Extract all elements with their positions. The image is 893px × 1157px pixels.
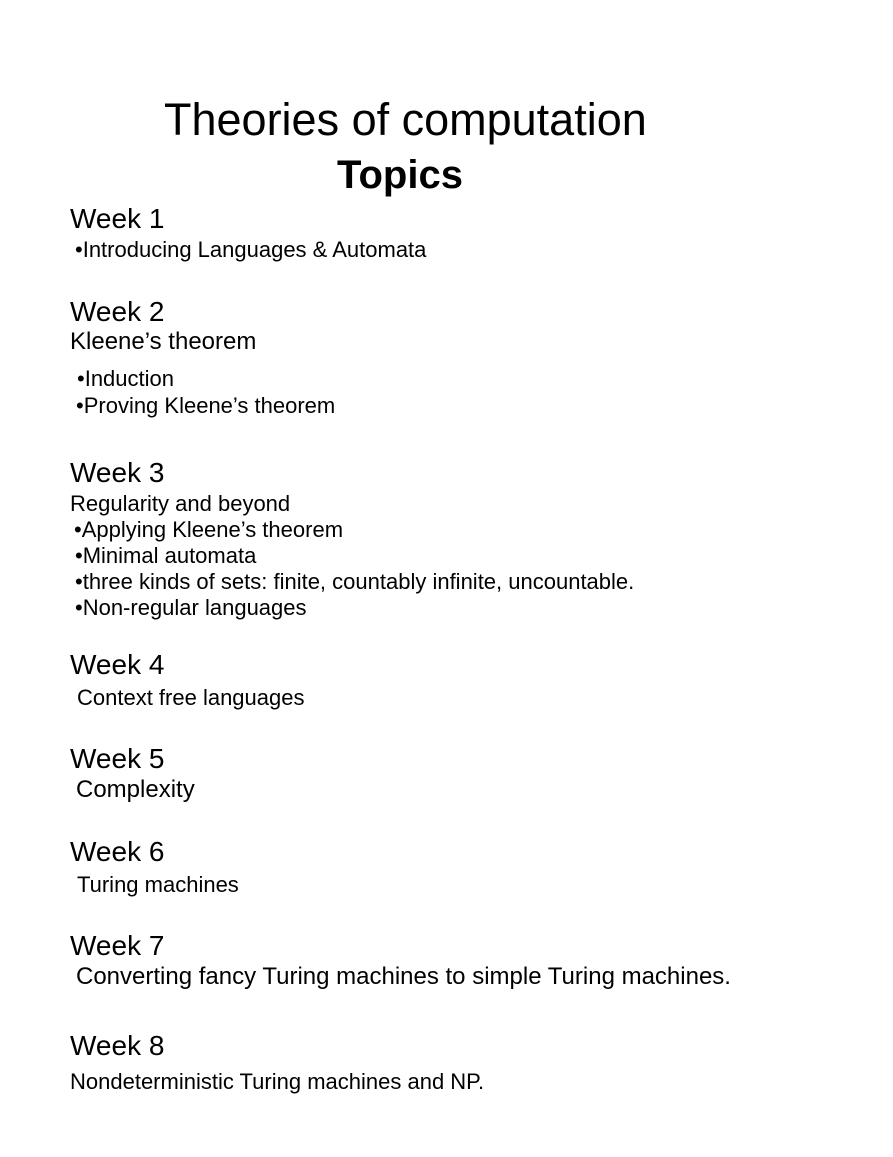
week-2-heading: Week 2: [70, 296, 165, 327]
week-6-heading: Week 6: [70, 836, 165, 867]
week-1-topic: •Introducing Languages & Automata: [75, 237, 427, 262]
week-3-topic: •Applying Kleene’s theorem: [74, 517, 344, 542]
page-subtitle: Topics: [337, 153, 463, 197]
week-2-topic: •Induction: [77, 366, 174, 391]
week-7-heading: Week 7: [70, 930, 165, 961]
week-8-heading: Week 8: [70, 1030, 165, 1061]
week-3-topic: •Non-regular languages: [75, 595, 307, 620]
week-5-heading: Week 5: [70, 743, 165, 774]
week-2-topic: •Proving Kleene’s theorem: [76, 393, 336, 418]
week-2-subheading: Kleene’s theorem: [70, 328, 257, 355]
week-1-heading: Week 1: [70, 203, 165, 234]
week-4-heading: Week 4: [70, 649, 165, 680]
week-3-topic: •three kinds of sets: finite, countably infinite, uncountable.: [75, 569, 635, 594]
week-3-topic: •Minimal automata: [75, 543, 257, 568]
week-3-subheading: Regularity and beyond: [70, 491, 291, 516]
week-5-topic: Complexity: [76, 776, 195, 803]
week-6-topic: Turing machines: [77, 872, 239, 897]
week-3-heading: Week 3: [70, 457, 165, 488]
week-8-topic: Nondeterministic Turing machines and NP.: [70, 1069, 485, 1094]
week-4-topic: Context free languages: [77, 685, 305, 710]
page-title: Theories of computation: [164, 94, 647, 145]
week-7-topic: Converting fancy Turing machines to simple Turing machines.: [76, 963, 731, 990]
